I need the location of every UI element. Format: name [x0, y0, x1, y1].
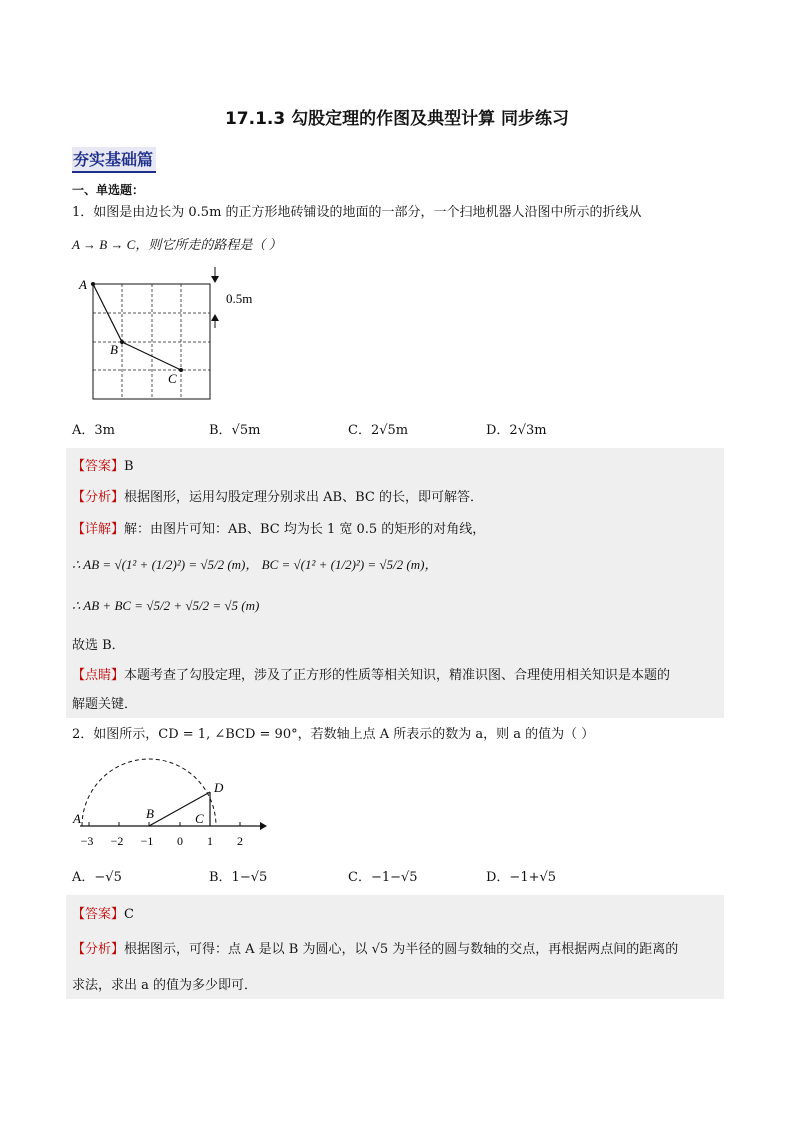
analysis-tag: 【分析】	[72, 942, 125, 957]
q1-stem-line1: 1．如图是由边长为 0.5m 的正方形地砖铺设的地面的一部分，一个扫地机器人沿图中所示的折线从	[72, 205, 642, 220]
q1-comment-row	[72, 664, 670, 683]
tick-label: 2	[237, 834, 243, 848]
q1-equation-2: ∴ AB + BC = √5/2 + √5/2 = √5 (m)	[72, 598, 260, 613]
q2-option-b[interactable]: B．1−√5	[209, 870, 268, 885]
label-a: A	[79, 277, 87, 292]
answer-tag: 【答案】	[72, 907, 125, 922]
q2-analysis: 根据图示，可得：点 A 是以 B 为圆心，以 √5 为半径的圆与数轴的交点，再根据两点间的距离的	[124, 942, 679, 957]
q1-detail-row	[72, 518, 485, 537]
axis-arrowhead	[260, 822, 267, 830]
q1-answer: B	[124, 459, 134, 474]
page-title: 17.1.3 勾股定理的作图及典型计算 同步练习	[224, 109, 570, 129]
q1-analysis: 根据图形，运用勾股定理分别求出 AB、BC 的长，即可解答．	[124, 490, 483, 505]
tick-label: 1	[207, 834, 213, 848]
tick-label: −1	[140, 834, 154, 848]
label-b: B	[146, 806, 154, 821]
label-d: D	[214, 780, 224, 795]
q2-analysis-row	[72, 938, 678, 957]
q2-answer-row	[72, 903, 134, 922]
q1-comment: 本题考查了勾股定理，涉及了正方形的性质等相关知识，精准识图、合理使用相关知识是本题的	[124, 668, 671, 683]
q2-option-c[interactable]: C．−1−√5	[348, 870, 418, 885]
q2-number-line-figure	[72, 752, 272, 856]
tick-label: 0	[177, 834, 183, 848]
label-c: C	[195, 811, 204, 826]
label-a: A	[73, 811, 81, 826]
tick-label: −3	[80, 834, 94, 848]
point-a	[91, 282, 95, 286]
answer-tag: 【答案】	[72, 459, 125, 474]
q1-analysis-row	[72, 486, 483, 505]
question-type-heading: 一、单选题：	[72, 183, 145, 197]
robot-path	[93, 284, 181, 370]
dim-arrowhead-top	[211, 276, 219, 283]
point-c	[179, 368, 183, 372]
q1-option-c[interactable]: C．2√5m	[348, 423, 409, 438]
q1-choose: 故选 B．	[72, 638, 125, 653]
q1-solution-box	[66, 448, 724, 718]
dim-arrowhead-bottom	[211, 314, 219, 321]
tick-label: −2	[110, 834, 124, 848]
q1-grid-figure	[72, 262, 272, 402]
q1-stem-line2: A → B → C，则它所走的路程是（ ）	[72, 237, 282, 252]
q2-analysis-cont: 求法，求出 a 的值为多少即可．	[72, 978, 258, 993]
analysis-tag: 【分析】	[72, 490, 125, 505]
detail-tag: 【详解】	[72, 522, 125, 537]
q1-option-b[interactable]: B．√5m	[209, 423, 261, 438]
comment-tag: 【点睛】	[72, 668, 125, 683]
q1-option-d[interactable]: D．2√3m	[486, 423, 547, 438]
q2-option-a[interactable]: A．−√5	[72, 870, 122, 885]
q1-comment-cont: 解题关键．	[72, 697, 138, 712]
label-b: B	[110, 342, 118, 357]
q1-detail: 解：由图片可知：AB、BC 均为长 1 宽 0.5 的矩形的对角线，	[124, 522, 486, 537]
point-b	[120, 340, 124, 344]
q2-answer: C	[124, 907, 134, 922]
section-title: 夯实基础篇	[72, 147, 156, 173]
q2-solution-box	[66, 895, 724, 999]
q2-stem: 2．如图所示，CD = 1, ∠BCD = 90°，若数轴上点 A 所表示的数为 a，则 a 的值为（ ）	[72, 727, 595, 742]
q1-equation-1: ∴ AB = √(1² + (1/2)²) = √5/2 (m)， BC = √(1² + (1/2)²) = √5/2 (m)，	[72, 557, 438, 572]
label-c: C	[168, 371, 177, 386]
q1-answer-row	[72, 455, 134, 474]
q2-option-d[interactable]: D．−1+√5	[486, 870, 557, 885]
q1-option-a[interactable]: A．3m	[72, 423, 115, 438]
dim-label: 0.5m	[226, 291, 253, 306]
